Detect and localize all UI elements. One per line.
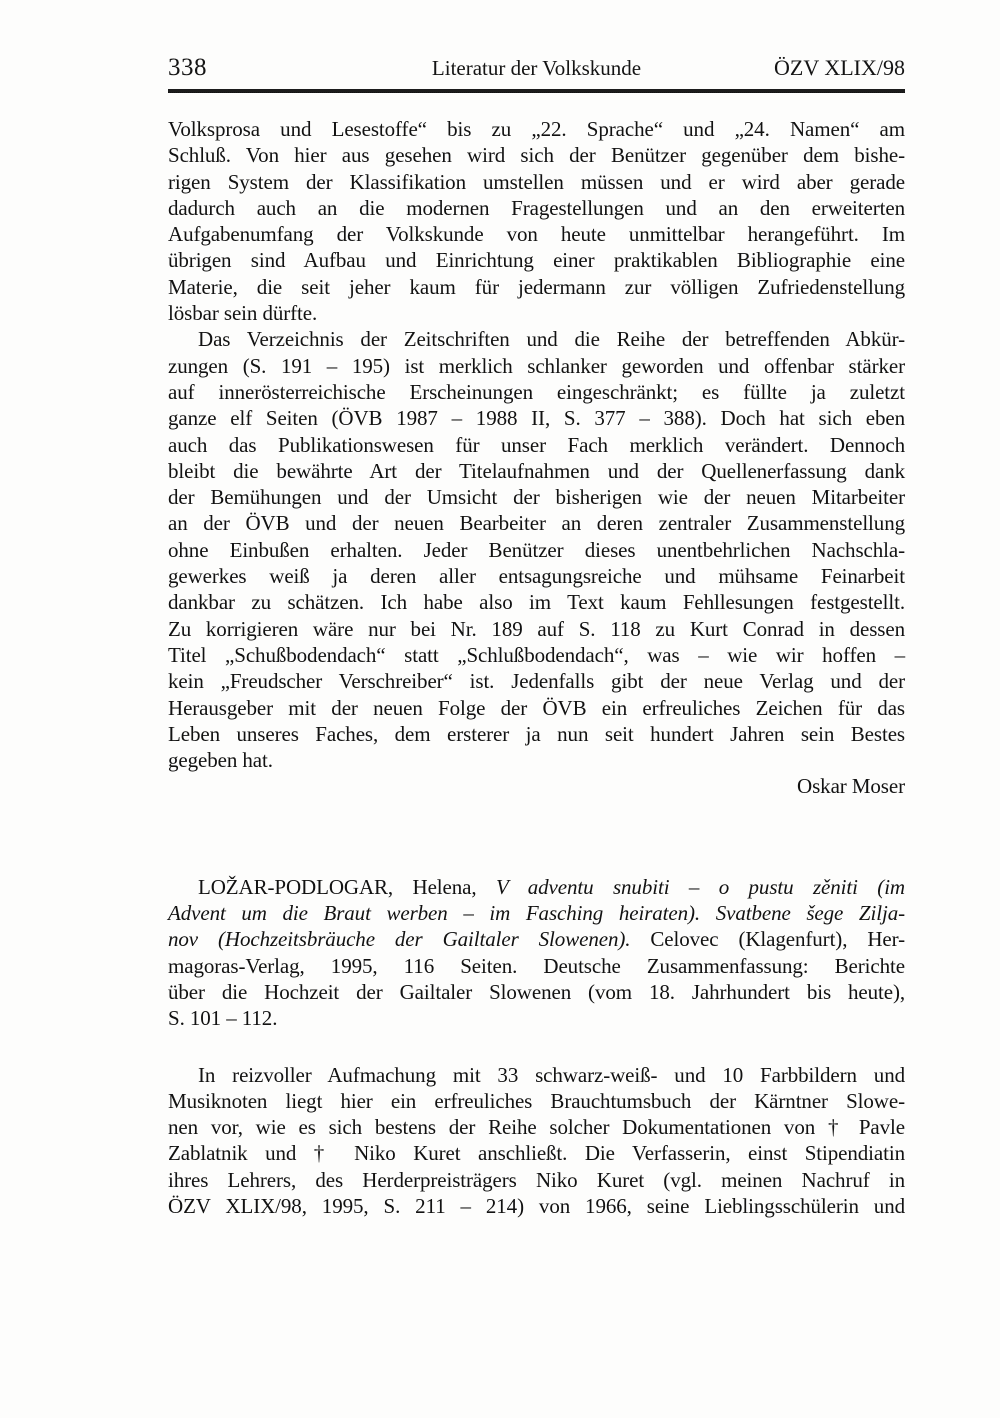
text-line: ihres Lehrers, des Herderpreisträgers Niko Kuret (vgl. meinen Nachruf in xyxy=(168,1167,905,1192)
text-line: Materie, die seit jeher kaum für jedermann zur völligen Zufriedenstellung xyxy=(168,274,905,299)
text-line: Musiknoten liegt hier ein erfreuliches Brauchtumsbuch der Kärntner Slowe- xyxy=(168,1088,905,1113)
text-line: Volksprosa und Lesestoffe“ bis zu „22. Sprache“ und „24. Namen“ am xyxy=(168,117,905,141)
text-line: dadurch auch an die modernen Fragestellungen und an den erweiterten xyxy=(168,195,905,220)
document-body xyxy=(168,116,905,1219)
running-header-title: Literatur der Volkskunde xyxy=(431,56,642,80)
text-line: S. 101 – 112. xyxy=(168,1006,278,1031)
vertical-gap xyxy=(168,800,905,874)
text-line: ÖZV XLIX/98, 1995, S. 211 – 214) von 1966, seine Lieblingsschülerin und xyxy=(168,1193,905,1218)
vertical-gap xyxy=(168,1032,905,1062)
text-line: lösbar sein dürfte. xyxy=(168,301,318,326)
text-line: Herausgeber mit der neuen Folge der ÖVB ein erfreuliches Zeichen für das xyxy=(168,695,905,720)
bibliography-entry xyxy=(168,874,905,1032)
text-line: ganze elf Seiten (ÖVB 1987 – 1988 II, S. 377 – 388). Doch hat sich eben xyxy=(168,406,905,431)
text-line: der Bemühungen und der Umsicht der bisherigen wie der neuen Mitarbeiter xyxy=(168,485,905,510)
text-line: nov (Hochzeitsbräuche der Gailtaler Slowenen). Celovec (Klagenfurt), Her- xyxy=(168,927,905,952)
text-line: Zu korrigieren wäre nur bei Nr. 189 auf S. 118 zu Kurt Conrad in dessen xyxy=(168,616,905,641)
text-block xyxy=(168,0,905,1219)
journal-issue: ÖZV XLIX/98 xyxy=(774,55,905,80)
text-line: Titel „Schußbodendach“ statt „Schlußbodendach“, was – wie wir hoffen – xyxy=(168,642,905,667)
text-line: ohne Einbußen erhalten. Jeder Benützer dieses unentbehrlichen Nachschla- xyxy=(168,537,905,562)
text-line: gegeben hat. xyxy=(168,748,273,773)
review-paragraph-2 xyxy=(168,326,905,773)
text-line: bleibt die bewährte Art der Titelaufnahmen und der Quellenerfassung dank xyxy=(168,458,905,483)
text-line: dankbar zu schätzen. Ich habe also im Text kaum Fehllesungen festgestellt. xyxy=(168,590,905,615)
text-line: Advent um die Braut werben – im Fasching heiraten). Svatbene šege Zilja- xyxy=(168,901,905,926)
text-line: In reizvoller Aufmachung mit 33 schwarz-weiß- und 10 Farbbildern und xyxy=(198,1062,905,1087)
text-line: gewerkes weiß ja deren aller entsagungsreiche und mühsame Feinarbeit xyxy=(168,564,905,589)
text-line: auf innerösterreichische Erscheinungen eingeschränkt; es füllte ja zuletzt xyxy=(168,379,905,404)
text-line: Zablatnik und † Niko Kuret anschließt. Die Verfasserin, einst Stipendiatin xyxy=(168,1141,905,1166)
text-line: kein „Freudscher Verschreiber“ ist. Jedenfalls gibt der neue Verlag und der xyxy=(168,669,905,694)
text-line: zungen (S. 191 – 195) ist merklich schlanker geworden und offenbar stärker xyxy=(168,353,905,378)
text-line: Leben unseres Faches, dem ersterer ja nun seit hundert Jahren sein Bestes xyxy=(168,721,905,746)
header-rule xyxy=(168,89,905,93)
text-line: Aufgabenumfang der Volkskunde von heute unmittelbar herangeführt. Im xyxy=(168,222,905,247)
text-line: an der ÖVB und der neuen Bearbeiter an deren zentraler Zusammenstellung xyxy=(168,511,905,536)
text-line: übrigen sind Aufbau und Einrichtung einer praktikablen Bibliographie eine xyxy=(168,248,905,273)
text-line: auch das Publikationswesen für unser Fach merklich verändert. Dennoch xyxy=(168,432,905,457)
text-line: rigen System der Klassifikation umstellen müssen und er wird aber gerade xyxy=(168,169,905,194)
second-review-paragraph-1 xyxy=(168,1062,905,1220)
text-line: über die Hochzeit der Gailtaler Slowenen (vom 18. Jahrhundert bis heute), xyxy=(168,979,905,1004)
page-number: 338 xyxy=(168,54,207,81)
text-line: nen vor, wie es sich bestens der Reihe solcher Dokumentationen von † Pavle xyxy=(168,1115,905,1140)
text-line: Schluß. Von hier aus gesehen wird sich der Benützer gegenüber dem bishe- xyxy=(168,143,905,168)
reviewer-signature: Oskar Moser xyxy=(797,774,905,799)
running-header xyxy=(168,54,905,82)
text-line: magoras-Verlag, 1995, 116 Seiten. Deutsche Zusammenfassung: Berichte xyxy=(168,953,905,978)
text-line: LOŽAR-PODLOGAR, Helena, V adventu snubiti – o pustu zěniti (im xyxy=(198,874,905,899)
text-line: Das Verzeichnis der Zeitschriften und die Reihe der betreffenden Abkür- xyxy=(198,327,905,352)
review-paragraph-1 xyxy=(168,116,905,326)
